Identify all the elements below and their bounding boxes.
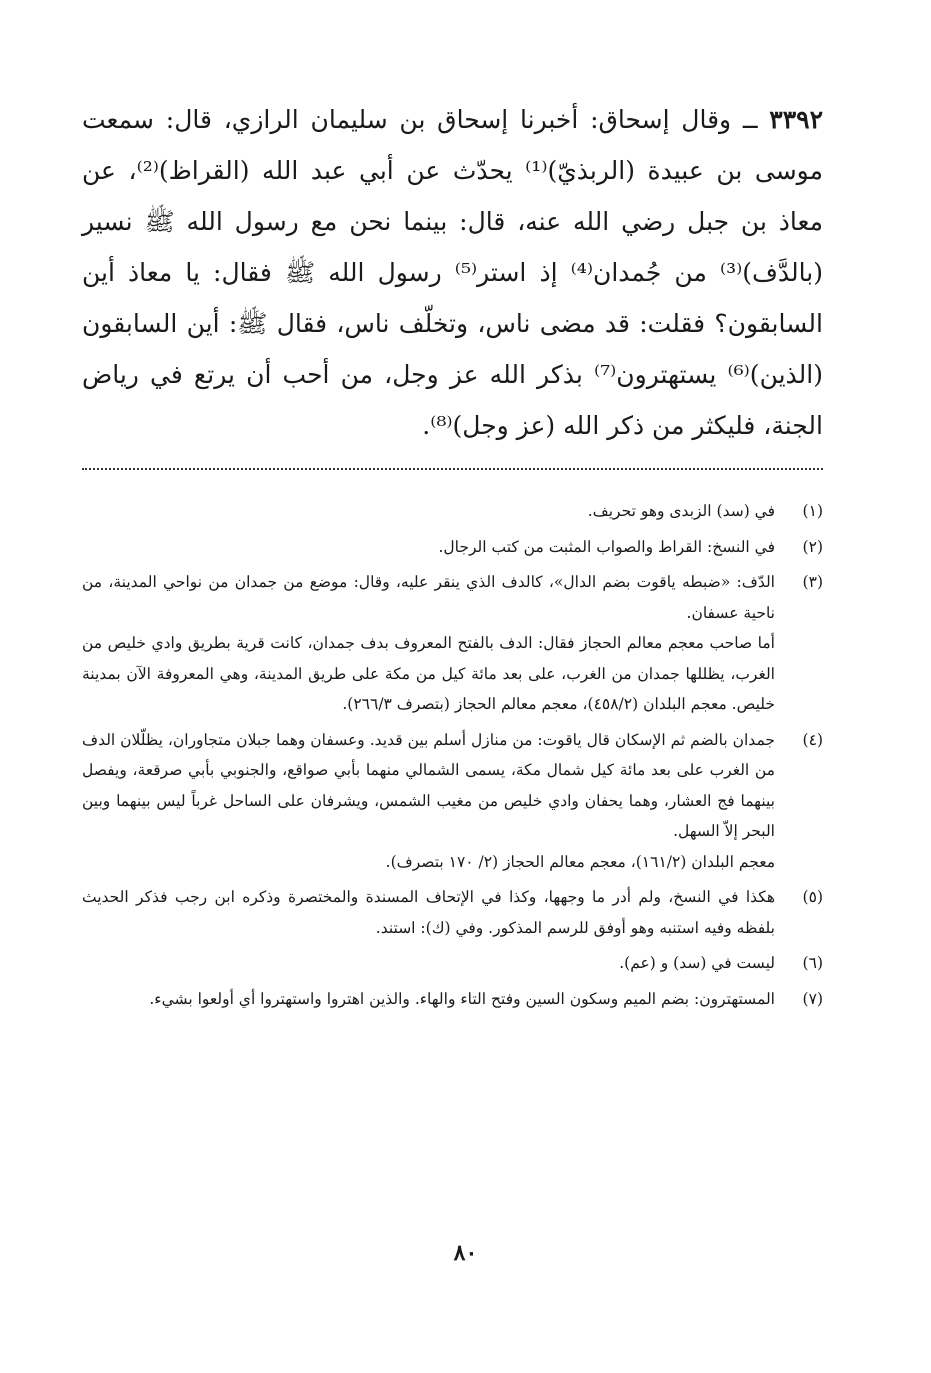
- page-number: ٨٠: [453, 1240, 478, 1266]
- footnote-number: (١): [802, 502, 823, 520]
- footnote-item: [82, 567, 823, 720]
- footnote-text: معجم البلدان (١٦١/٢)، معجم معالم الحجاز (٢/ ١٧٠ بتصرف).: [385, 852, 775, 871]
- footnote-number: (٣): [802, 573, 823, 591]
- footnote-number: (٧): [802, 989, 823, 1008]
- footnote-item: [82, 948, 823, 979]
- footnotes-section: [82, 496, 823, 1019]
- footnote-number: (٢): [802, 537, 823, 556]
- footnote-text: في (سد) الزبدى وهو تحريف.: [587, 502, 775, 520]
- footnote-text: المستهترون: بضم الميم وسكون السين وفتح التاء والهاء. والذين اهتروا واستهتروا أي أولعوا بشيء.: [149, 989, 775, 1008]
- footnote-item: [82, 882, 823, 943]
- footnote-text: في النسخ: القراط والصواب المثبت من كتب الرجال.: [438, 537, 775, 556]
- hadith-body: ــ وقال إسحاق: أخبرنا إسحاق بن سليمان الرازي، قال: سمعت موسى بن عبيدة (الربذيّ)⁽¹⁾ يحدّث عن أبي عبد الله (القراظ)⁽²⁾، عن معاذ بن جبل رضي الله عنه، قال: بينما نحن مع رسول الله ﷺ نسير (بالدَّف)⁽³⁾ من جُمدان⁽⁴⁾ إذ استر⁽⁵⁾ رسول الله ﷺ فقال: يا معاذ أين السابقون؟ فقلت: قد مضى ناس، وتخلّف ناس، فقال ﷺ: أين السابقون (الذين)⁽⁶⁾ يستهترون⁽⁷⁾ بذكر الله عز وجل، من أحب أن يرتع في رياض الجنة، فليكثر من ذكر الله (عز وجل)⁽⁸⁾.: [82, 105, 824, 440]
- footnote-text: جمدان بالضم ثم الإسكان قال ياقوت: من منازل أسلم بين قديد. وعسفان وهما جبلان متجاوران، يظلّلان الدف من الغرب على بعد مائة كيل شمال مكة، يسمى الشمالي منهما بأبي صواقع، والجنوبي بأبي صرقعة، ويفصل بينهما فج العشار، وهما يحفان وادي خليص من مغيب الشمس، ويشرفان على الساحل غرباً ليس بينهما وبين البحر إلاّ السهل.: [82, 730, 775, 840]
- hadith-number: ٣٣٩٢: [769, 105, 823, 134]
- footnote-item: [82, 725, 823, 878]
- footnote-text: أما صاحب معجم معالم الحجاز فقال: الدف بالفتح المعروف بدف جمدان، كانت قرية بطريق وادي خليص من الغرب، يظللها جمدان من الغرب، على بعد مائة كيل من مكة على طريق المدينة، وهي المعروفة الآن بمدينة خليص. معجم البلدان (٤٥٨/٢)، معجم معالم الحجاز (بتصرف ٢٦٦/٣).: [82, 634, 775, 713]
- footnote-text: الدّف: «ضبطه ياقوت بضم الدال»، كالدف الذي ينقر عليه، وقال: موضع من جمدان من نواحي المدينة، من ناحية عسفان.: [82, 573, 775, 622]
- hadith-text-block: [82, 94, 823, 451]
- footnote-number: (٤): [802, 730, 823, 749]
- footnote-number: (٥): [802, 888, 823, 906]
- footnote-item: [82, 984, 823, 1015]
- footnote-text: ليست في (سد) و (عم).: [619, 954, 775, 972]
- footnote-divider: [82, 468, 823, 470]
- footnote-item: [82, 532, 823, 563]
- footnote-text: هكذا في النسخ، ولم أدر ما وجهها، وكذا في الإتحاف المسندة والمختصرة وذكره ابن رجب فذكر الحديث بلفظه وفيه استنبه وهو أوفق للرسم المذكور. وفي (ك): استند.: [82, 888, 775, 937]
- footnote-item: [82, 496, 823, 527]
- footnote-number: (٦): [802, 954, 823, 972]
